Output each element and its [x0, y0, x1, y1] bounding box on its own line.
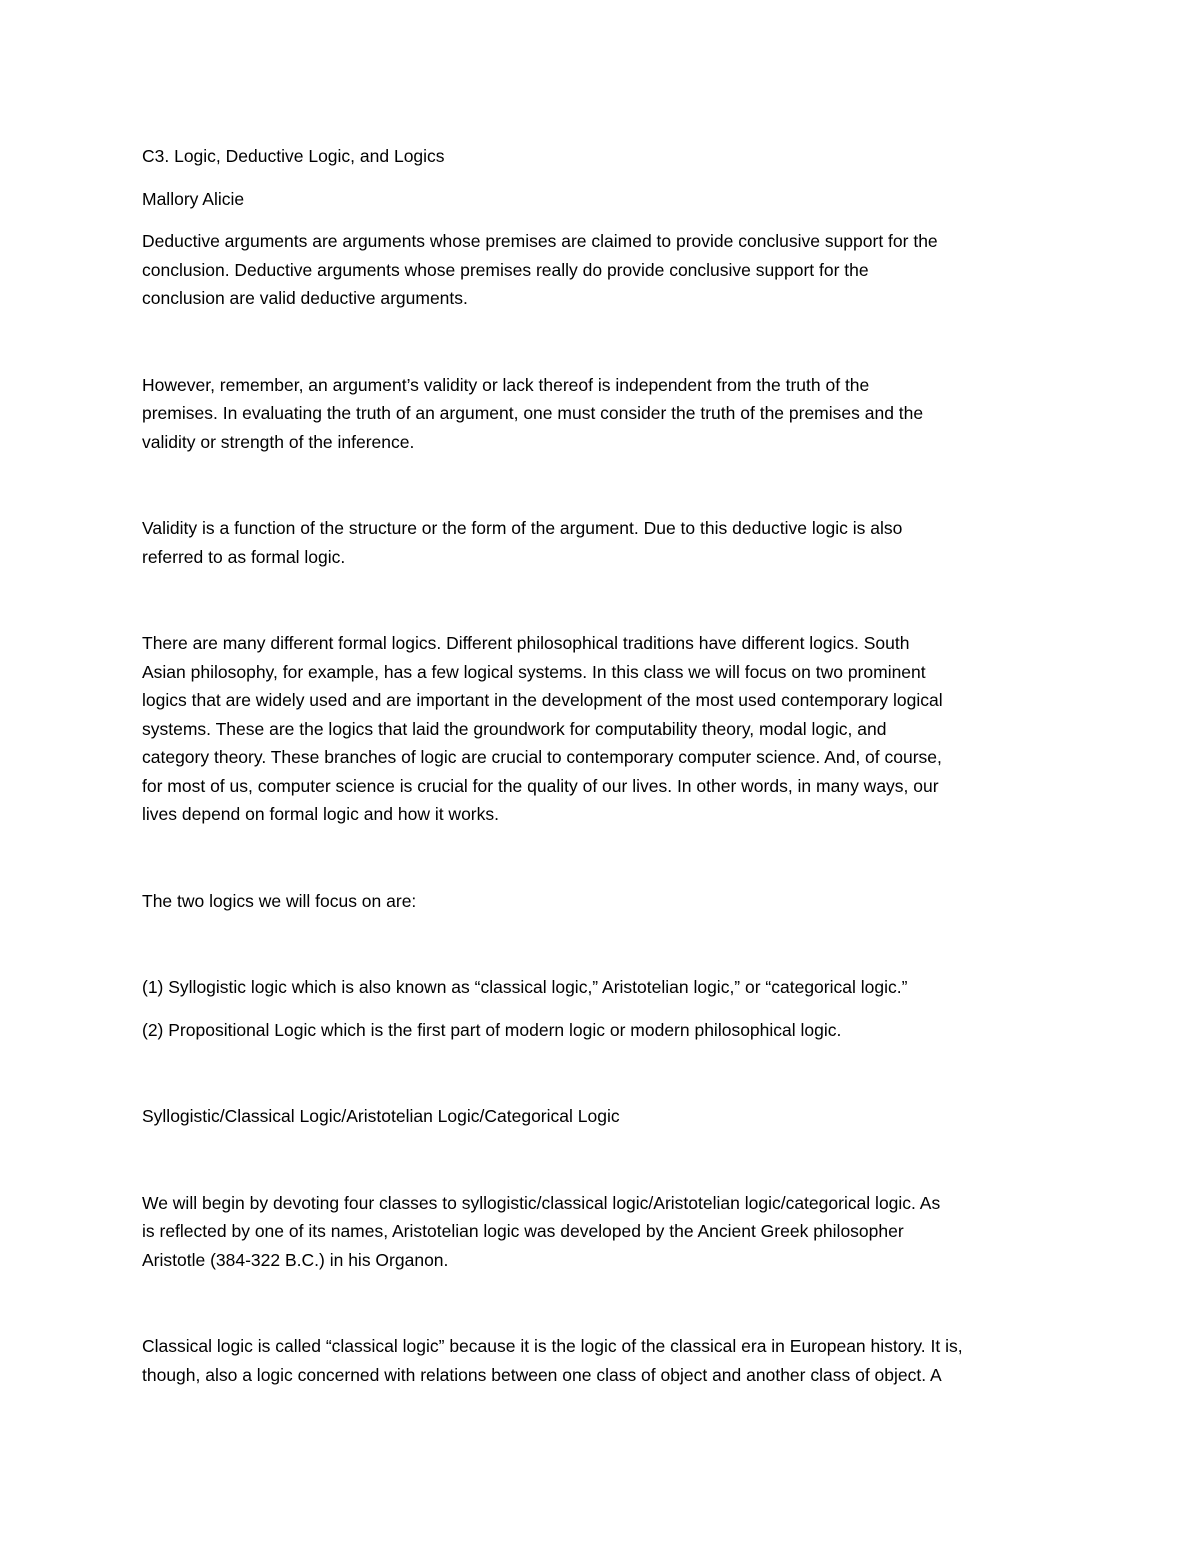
list-item-propositional — [142, 1016, 1072, 1045]
section-heading-syllogistic — [142, 1102, 1072, 1131]
list-item-syllogistic — [142, 973, 1072, 1002]
text-line: is reflected by one of its names, Aristotelian logic was developed by the Ancient Greek philosopher — [142, 1221, 904, 1241]
paragraph-spacer — [142, 1044, 1072, 1102]
paragraph-spacer — [142, 915, 1072, 973]
text-line: However, remember, an argument’s validity or lack thereof is independent from the truth of the — [142, 374, 870, 395]
text-line: validity or strength of the inference. — [142, 431, 415, 452]
text-line: logics that are widely used and are important in the development of the most used contemporary logical — [142, 690, 943, 710]
text-line: There are many different formal logics. Different philosophical traditions have different logics. South — [142, 633, 910, 653]
text-line: referred to as formal logic. — [142, 546, 346, 567]
paragraph-four-classes — [142, 1189, 1072, 1275]
text-line: conclusion. Deductive arguments whose premises really do provide conclusive support for the — [142, 259, 869, 280]
paragraph-spacer — [142, 1131, 1072, 1189]
paragraph-deductive-arguments — [142, 227, 1072, 313]
paragraph-classical-logic — [142, 1332, 1072, 1389]
text-line: Aristotle (384-322 B.C.) in his Organon. — [142, 1249, 449, 1270]
paragraph-spacer — [142, 571, 1072, 629]
text-line: Classical logic is called “classical logic” because it is the logic of the classical era in European history. It is, — [142, 1336, 963, 1356]
text-line: lives depend on formal logic and how it works. — [142, 804, 499, 824]
text-line: The two logics we will focus on are: — [142, 890, 417, 911]
paragraph-validity-truth — [142, 371, 1072, 457]
document-title: C3. Logic, Deductive Logic, and Logics — [142, 146, 445, 166]
text-line: conclusion are valid deductive arguments. — [142, 288, 468, 308]
paragraph-spacer — [142, 456, 1072, 514]
text-line: premises. In evaluating the truth of an argument, one must consider the truth of the premises and the — [142, 403, 924, 423]
text-line: Validity is a function of the structure or the form of the argument. Due to this deductive logic is also — [142, 518, 903, 538]
text-line: for most of us, computer science is crucial for the quality of our lives. In other words, in many ways, our — [142, 775, 939, 796]
paragraph-formal-logic — [142, 514, 1072, 571]
paragraph-spacer — [142, 1274, 1072, 1332]
document-body — [142, 142, 1072, 1389]
paragraph-spacer — [142, 1002, 1072, 1016]
paragraph-two-logics — [142, 887, 1072, 916]
section-heading: Syllogistic/Classical Logic/Aristotelian Logic/Categorical Logic — [142, 1106, 620, 1126]
paragraph-many-logics — [142, 629, 1072, 829]
text-line: category theory. These branches of logic are crucial to contemporary computer science. And, of course, — [142, 747, 942, 767]
text-line: (2) Propositional Logic which is the first part of modern logic or modern philosophical logic. — [142, 1019, 842, 1040]
paragraph-spacer — [142, 829, 1072, 887]
text-line: Deductive arguments are arguments whose premises are claimed to provide conclusive support for the — [142, 231, 938, 251]
text-line: We will begin by devoting four classes to syllogistic/classical logic/Aristotelian logic/categorical logic. As — [142, 1192, 941, 1213]
paragraph-spacer — [142, 313, 1072, 371]
text-line: systems. These are the logics that laid the groundwork for computability theory, modal logic, and — [142, 718, 887, 739]
text-line: Asian philosophy, for example, has a few logical systems. In this class we will focus on two prominent — [142, 661, 926, 682]
text-line: (1) Syllogistic logic which is also known as “classical logic,” Aristotelian logic,” or “categorical logic.” — [142, 977, 908, 997]
document-author: Mallory Alicie — [142, 188, 245, 209]
text-line: though, also a logic concerned with relations between one class of object and another class of object. A — [142, 1364, 942, 1385]
